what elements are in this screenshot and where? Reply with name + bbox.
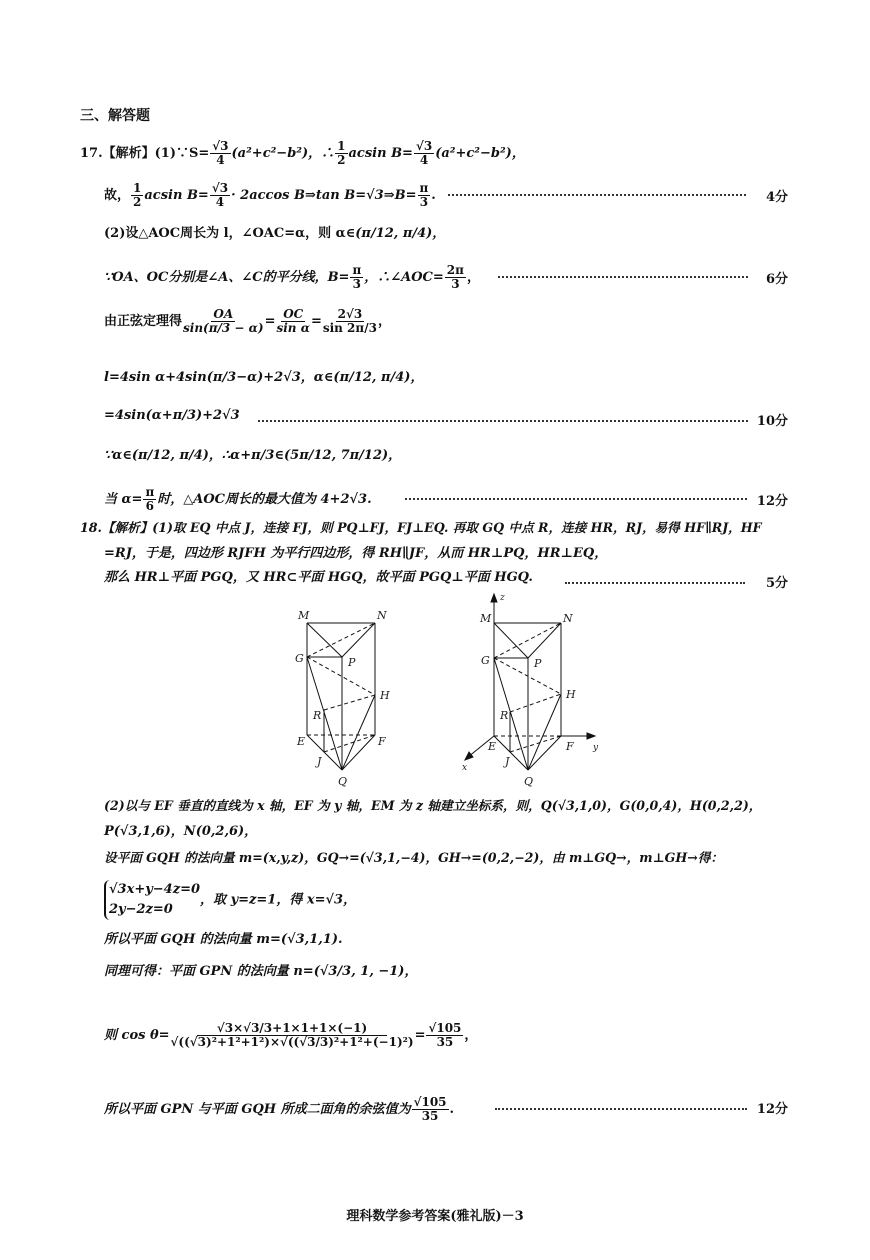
- edge-NP: [528, 623, 561, 658]
- text: 则 cos θ=: [104, 1028, 170, 1043]
- label-F: F: [566, 740, 574, 753]
- q17-line-5: 由正弦定理得 $\frac{OA}{\sin(\pi/3 - \alpha)}$ = $\frac{OC}{\text{sin α}}$ = $\frac{2√3}{\sin 2\pi/3}$ ，: [104, 307, 391, 335]
- label-H: H: [380, 689, 390, 702]
- text: ，∴∠AOC=: [364, 270, 444, 285]
- label-J: J: [317, 755, 322, 768]
- fraction: $\frac{1}{2}$: [133, 181, 142, 209]
- q18-line-6: 设平面 GQH 的法向量 m=(x,y,z)，GQ→=(√3,1,−4)，GH→=(0,2,−2)，由 m⊥GQ→，m⊥GH→得：: [104, 850, 724, 865]
- q17-line-1: [80, 140, 525, 167]
- text: ，取 y=z=1，得 x=√3，: [200, 892, 357, 908]
- q18-line-2: =RJ，于是，四边形 RJFH 为平行四边形，得 RH∥JF，从而 HR⊥PQ，HR⊥EQ，: [104, 546, 608, 561]
- edge-NP: [342, 623, 375, 657]
- question-number: 17.: [80, 146, 103, 161]
- fraction: $\frac{\pi}{6}$: [145, 485, 155, 513]
- q18-line-5: P(√3,1,6)，N(0,2,6)，: [104, 824, 258, 839]
- label-M: M: [480, 612, 492, 625]
- q18-line-4: (2)以与 EF 垂直的直线为 x 轴，EF 为 y 轴，EM 为 z 轴建立坐标系，则，Q(√3,1,0)，G(0,0,4)，H(0,2,2)，: [104, 798, 762, 813]
- text: · 2accos B⇒tan B=√3⇒B=: [231, 188, 417, 203]
- text: (1)∵S=: [154, 146, 210, 161]
- text: acsin B=: [348, 146, 413, 161]
- edge-GN: [494, 623, 561, 658]
- q17-line-3: [104, 226, 445, 242]
- label-N: N: [563, 612, 573, 625]
- label-E: E: [488, 740, 497, 753]
- text: 所以平面 GPN 与平面 GQH 所成二面角的余弦值为: [104, 1102, 411, 1117]
- text: (2)设△AOC周长为 l，∠OAC=α，则 α∈: [104, 226, 356, 241]
- leader-dots: [405, 498, 747, 500]
- q17-line-2: [104, 182, 436, 209]
- x-arrow: [465, 752, 473, 760]
- fraction: $\frac{√105}{35}$: [413, 1095, 447, 1123]
- fraction: $\frac{2\pi}{3}$: [446, 263, 464, 291]
- score-label: 12分: [756, 1102, 788, 1117]
- q18-line-1: [80, 520, 762, 536]
- text: 当 α=: [104, 492, 143, 507]
- text: ，: [377, 314, 391, 329]
- label-E: E: [297, 735, 306, 748]
- fraction: $\frac{OA}{\sin(\pi/3 - \alpha)}$: [183, 307, 264, 335]
- leader-dots: [448, 194, 746, 196]
- label-J: J: [505, 755, 510, 768]
- text: .: [449, 1102, 455, 1117]
- leader-dots: [495, 1108, 747, 1110]
- equation-system: √3x+y−4z=0 2y−2z=0: [104, 880, 200, 920]
- leader-dots: [565, 582, 745, 584]
- q18-line-3: 那么 HR⊥平面 PGQ，又 HR⊂平面 HGQ，故平面 PGQ⊥平面 HGQ.: [104, 570, 533, 585]
- label-y: y: [593, 743, 599, 753]
- prism-figure-2: [450, 590, 610, 790]
- label-R: R: [313, 709, 322, 722]
- text: ∵OA、OC分别是∠A、∠C的平分线，B=: [104, 270, 350, 285]
- text: .: [431, 188, 436, 203]
- text: (√3/3, 1, −1)，: [313, 964, 418, 979]
- q18-line-8: 所以平面 GQH 的法向量 m=(√3,1,1).: [104, 932, 343, 947]
- q18-line-10: [104, 1022, 477, 1049]
- cos-fraction: $\frac{√3\times√3/3+1\times 1+1\times(-1)}{\text{√((√3)²+1²+1²)×√((√3/3)²+1²+(−1)²)}}$: [170, 1021, 414, 1049]
- label-R: R: [500, 709, 509, 722]
- leader-dots: [498, 276, 748, 278]
- q18-line-11: [104, 1096, 454, 1123]
- fraction: $\frac{\pi}{3}$: [419, 181, 429, 209]
- fraction: $\frac{√3}{4}$: [415, 139, 433, 167]
- z-arrow: [491, 594, 497, 602]
- text: 故，: [104, 188, 131, 203]
- fraction: $\frac{2√3}{\sin 2\pi/3}$: [322, 307, 377, 335]
- leader-dots: [258, 420, 748, 422]
- edge-RH: [510, 694, 561, 712]
- edge-RH: [324, 695, 375, 710]
- fraction: $\frac{√3}{4}$: [211, 181, 229, 209]
- text: ，: [466, 270, 480, 285]
- text: (a²+c²−b²)，∴: [231, 146, 335, 161]
- edge-MP: [494, 623, 528, 658]
- edge-HQ: [528, 694, 561, 770]
- q17-line-8: ∵α∈(π/12, π/4)，∴α+π/3∈(5π/12, 7π/12)，: [104, 448, 402, 463]
- edge-HQ: [342, 695, 375, 770]
- label-G: G: [481, 654, 490, 667]
- text: 由正弦定理得: [104, 314, 183, 329]
- analysis-tag: 【解析】: [101, 520, 153, 535]
- label-M: M: [298, 609, 310, 622]
- label-z: z: [500, 593, 505, 603]
- label-P: P: [534, 657, 542, 670]
- edge-MP: [307, 623, 342, 657]
- label-F: F: [378, 735, 386, 748]
- score-label: 12分: [756, 494, 788, 509]
- fraction: $\frac{√3}{4}$: [212, 139, 229, 167]
- prism-figure-1: [270, 595, 440, 795]
- label-P: P: [348, 656, 356, 669]
- q17-line-7: =4sin(α+π/3)+2√3: [104, 408, 240, 423]
- text: (π/12, π/4)，: [355, 226, 446, 241]
- label-G: G: [295, 652, 304, 665]
- score-label: 4分: [765, 190, 788, 205]
- text: =: [414, 1028, 426, 1043]
- q17-line-6: l=4sin α+4sin(π/3−α)+2√3，α∈(π/12, π/4)，: [104, 370, 424, 385]
- text: 同理可得：平面 GPN 的法向量 n=: [104, 964, 314, 979]
- label-H: H: [566, 688, 576, 701]
- text: acsin B=: [144, 188, 209, 203]
- fraction: $\frac{\pi}{3}$: [352, 263, 362, 291]
- section-heading: 三、解答题: [80, 108, 150, 124]
- q18-line-9: [104, 964, 417, 980]
- label-Q: Q: [338, 775, 348, 788]
- edge-GN: [307, 623, 375, 657]
- score-label: 5分: [765, 576, 788, 591]
- text: (1)取 EQ 中点 J，连接 FJ，则 PQ⊥FJ，FJ⊥EQ. 再取 GQ 中点 R，连接 HR，RJ，易得 HF∥RJ，HF: [152, 520, 762, 535]
- fraction: $\frac{√105}{35}$: [428, 1021, 462, 1049]
- q18-line-7: [104, 880, 356, 920]
- fraction: $\frac{OC}{\text{sin α}}$: [276, 307, 310, 335]
- score-label: 10分: [756, 414, 788, 429]
- q17-line-4: [104, 264, 480, 291]
- text: (a²+c²−b²)，: [435, 146, 525, 161]
- text: ，: [464, 1028, 478, 1043]
- analysis-tag: 【解析】: [102, 146, 155, 161]
- question-number: 18.: [80, 520, 102, 535]
- page-footer: 理科数学参考答案(雅礼版)－3: [346, 1209, 524, 1224]
- label-N: N: [377, 609, 387, 622]
- label-Q: Q: [524, 775, 534, 788]
- text: 时，△AOC周长的最大值为 4+2√3.: [157, 492, 372, 507]
- score-label: 6分: [765, 272, 788, 287]
- label-x: x: [462, 763, 468, 773]
- q17-line-9: [104, 486, 372, 513]
- fraction: $\frac{1}{2}$: [337, 139, 346, 167]
- y-arrow: [587, 733, 595, 739]
